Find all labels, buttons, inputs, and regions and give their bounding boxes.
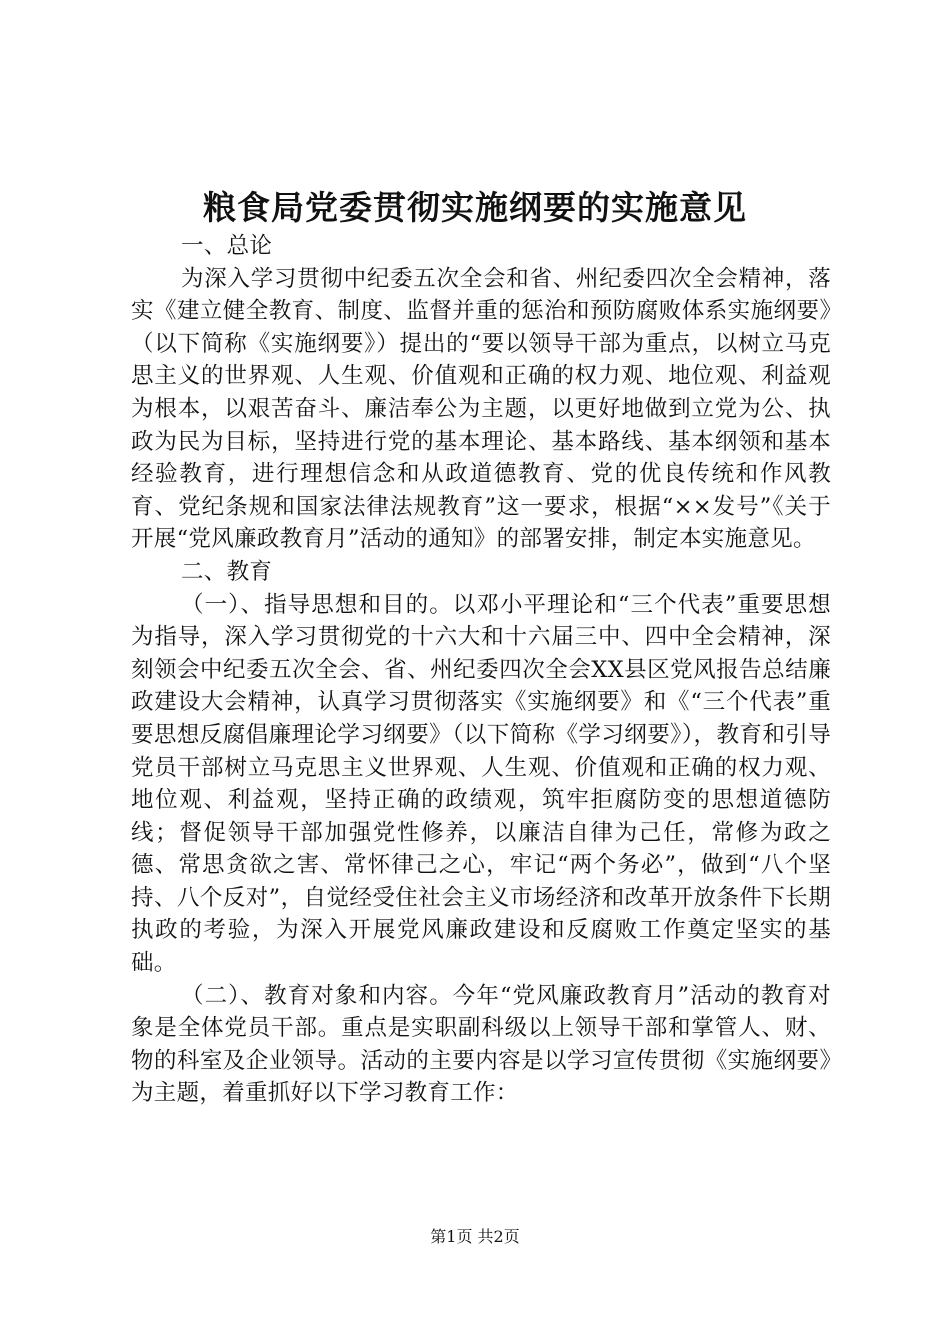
page-number-footer: 第1页 共2页 bbox=[430, 1227, 520, 1246]
paragraph-education-targets: （二）、教育对象和内容。今年“党风廉政教育月”活动的教育对象是全体党员干部。重点是实职副科级以上领导干部和掌管人、财、物的科室及企业领导。活动的主要内容是以学习宣传贯彻《实施纲要》为主题，着重抓好以下学习教育工作： bbox=[131, 982, 831, 1107]
document-title: 粮食局党委贯彻实施纲要的实施意见 bbox=[203, 188, 747, 227]
document-body bbox=[131, 230, 831, 1110]
paragraph-general: 为深入学习贯彻中纪委五次全会和省、州纪委四次全会精神，落实《建立健全教育、制度、监督并重的惩治和预防腐败体系实施纲要》（以下简称《实施纲要》）提出的“要以领导干部为重点，以树立马克思主义的世界观、人生观、价值观和正确的权力观、地位观、利益观为根本，以艰苦奋斗、廉洁奉公为主题，以更好地做到立党为公、执政为民为目标，坚持进行党的基本理论、基本路线、基本纲领和基本经验教育，进行理想信念和从政道德教育、党的优良传统和作风教育、党纪条规和国家法律法规教育”这一要求，根据“××发号”《关于开展“党风廉政教育月”活动的通知》的部署安排，制定本实施意见。 bbox=[131, 265, 831, 553]
paragraph-guiding-thought: （一）、指导思想和目的。以邓小平理论和“三个代表”重要思想为指导，深入学习贯彻党的十六大和十六届三中、四中全会精神，深刻领会中纪委五次全会、省、州纪委四次全会XX县区党风报告总结廉政建设大会精神，认真学习贯彻落实《实施纲要》和《“三个代表”重要思想反腐倡廉理论学习纲要》（以下简称《学习纲要》），教育和引导党员干部树立马克思主义世界观、人生观、价值观和正确的权力观、地位观、利益观，坚持正确的政绩观，筑牢拒腐防变的思想道德防线；督促领导干部加强党性修养，以廉洁自律为己任，常修为政之德、常思贪欲之害、常怀律己之心，牢记“两个务必”，做到“八个坚持、八个反对”，自觉经受住社会主义市场经济和改革开放条件下长期执政的考验，为深入开展党风廉政建设和反腐败工作奠定坚实的基础。 bbox=[131, 591, 831, 977]
section-heading-education: 二、教育 bbox=[181, 558, 273, 585]
section-heading-general: 一、总论 bbox=[181, 233, 273, 259]
